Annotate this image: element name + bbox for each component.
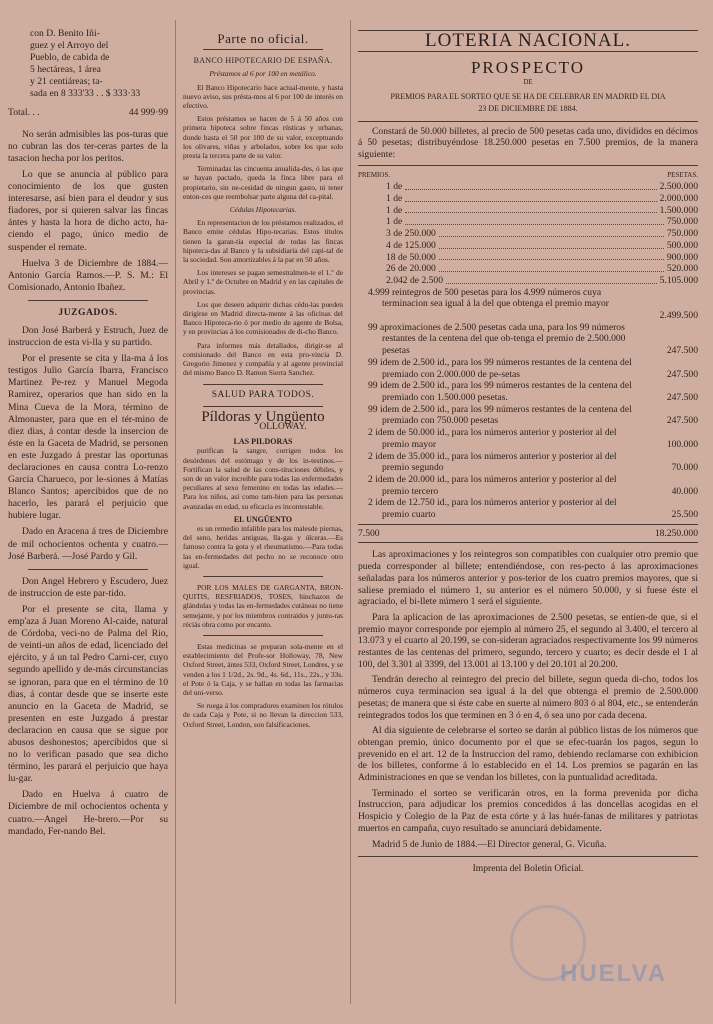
premio-extra-amount: 247.500 (666, 345, 698, 357)
loteria-paragraphs (358, 549, 698, 850)
sorteo-subtitle: PREMIOS PARA EL SORTEO QUE SE HA DE CELEBRAR EN MADRID EL DIA (390, 92, 666, 102)
holloway-address-text: Estas medicinas se preparan sola-mente en el establecimiento del Profe-sor Holloway, 78, New Oxford Street, ántes 533, Oxford Street, Londres, y se venden a los 1 1/2d., 2s. 9d., 4s. 6d., 11s., 22s., y 33s. el Pote ó la Caja, y se hallan en todas las farmacias del uni-verso. (183, 641, 343, 697)
premio-extra-label: 2 idem de 12.750 id., para los números anterior y posterior al del premio cuarto (368, 497, 617, 521)
premio-extra-row (358, 497, 698, 520)
stamp-watermark: HUELVA (560, 960, 668, 987)
section-heading-parte-no-oficial: Parte no oficial. (217, 31, 309, 46)
pesetas-header-label: PESETAS. (667, 170, 698, 179)
pildoras-heading: Píldoras y Ungüento (201, 408, 325, 425)
court-notice-2 (8, 576, 168, 838)
paragraph: En representacion de los préstamos realizados, el Banco emite cédulas Hipo-tecarias. Estos títulos tienen la garan-tía especial de todas las fincas hipoteca-das al Banco y la subsidiaria del capi-tal de la sociedad. Son amortizables á la par en 50 años. (183, 218, 343, 265)
paragraph: Estos préstamos se hacen de 5 á 50 años con primera hipoteca sobre fincas rústicas y urbanas, donde hasta el 50 por 100 de su valor, exceptuando los olivares, viñas y arbolados, sobre los que solo presta la tercera parte de su valor. (183, 114, 343, 161)
imprenta-footer: Imprenta del Boletin Oficial. (472, 863, 584, 875)
premio-row (358, 193, 698, 205)
listing-line: 5 hectáreas, 1 área (30, 64, 101, 76)
premios-header (358, 170, 698, 182)
section-heading-juzgados: JUZGADOS. (58, 306, 118, 318)
premio-extra-label: 99 idem de 2.500 id., para los 99 números restantes de la centena del premiado con 1.500.000 pesetas. (368, 380, 632, 403)
premio-amount: 750.000 (666, 216, 698, 228)
cedulas-subheading: Cédulas Hipotecarias. (229, 205, 297, 215)
listing-line: y 21 centiáreas; ta- (30, 76, 103, 88)
paragraph: Huelva 3 de Diciembre de 1884.—Antonio García Ramos.—P. S. M.: El Comisionado, Antonio Ibañez. (8, 257, 168, 293)
paragraph: Don José Barberá y Estruch, Juez de instruccion de esta vi-lla y su partido. (8, 324, 168, 349)
premio-label: 26 de 20.000 (386, 263, 436, 275)
premio-row (358, 216, 698, 228)
premio-row (358, 228, 698, 240)
paragraph: Por el presente se cita, llama y emp'aza á Juan Moreno Al-caide, natural de Córdoba, veci-no de Palma del Rio, de veinti-un años de edad, licenciado del ejército, y á un tal Pedro Carni-cer, cuyo segundo apellido y de-más circunstancias se ignoran, para que en el término de 10 dias, á contar desde que se inserte este anuncio en la Gaceta de Madrid, se presenten en este Juzgado á prestar declaracion en causa que se sigue por abusos deshonestos; apercibidos que si no lo verifican pasado que sea dicho término, les parará el perjuicio que haya lu-gar. (8, 603, 168, 785)
garganta-text: POR LOS MALES DE GARGANTA, BRON-QUITIS, RESFRIADOS, TOSES, hinchazon de glándulas y todas las en-fermedades cutáneas no tiene semejante, y por los miembros contraidos y juntu-ras réciás obra como por encanto. (183, 582, 343, 629)
premio-extra-label: 4.999 reintegros de 500 pesetas para los 4.999 números cuya terminacion sea igual á la del que obtenga el premio mayor (368, 286, 609, 310)
listing-line: guez y el Arroyo del (30, 40, 109, 52)
premio-extra-label: 2 idem de 50.000 id., para los números anterior y posterior al del premio mayor (368, 427, 617, 450)
column-left (8, 28, 168, 842)
holloway-heading: OLLOWAY. (259, 421, 307, 432)
column-middle (183, 28, 343, 733)
paragraph: No serán admisibles las pos-turas que no cubran las dos ter-ceras partes de la tasacion hecha por los peritos. (8, 128, 168, 164)
paragraph: Por el presente se cita y lla-ma á los testigos Julio García Ibarra, Francisco Martinez Pe-rez y Manuel Megoda Ramirez, operarios que han sido en la Mina Cueva de la Mora, término de Almonaster, para que en el tér-mino de diez dias, á contar desde la insercion de éste en la Gaceta de Madrid, se personen en este Juzgado á prestar las oportunas declaraciones en causa contra Lo-renzo García Charueco, por le-siones á Matías Blanco Santos; apercibidos que de no hacerlo, les parará el perjuicio que hubiere lugar. (8, 353, 168, 522)
premio-amount: 2.500.000 (659, 181, 698, 193)
warning-text: Se ruega á los compradores examinen los rótulos de cada Caja y Pote, si no llevan la direccion 533, Oxford Street, London, son falsificaciones. (183, 701, 343, 729)
premios-total (358, 528, 698, 540)
premios-header-label: PREMIOS. (358, 170, 391, 179)
premio-extra-amount: 70.000 (671, 462, 698, 474)
premio-label: 4 de 125.000 (386, 239, 436, 251)
prospecto-heading: PROSPECTO (470, 57, 586, 77)
premio-extra-row (358, 451, 698, 474)
premio-label: 1 de (386, 204, 403, 216)
premio-label: 18 de 50.000 (386, 251, 436, 263)
premios-extra-table (358, 287, 698, 521)
premio-extra-amount: 247.500 (666, 415, 698, 427)
column-divider (175, 20, 176, 1004)
premios-total-amount: 18.250.000 (654, 527, 698, 539)
column-right (358, 28, 698, 875)
premio-extra-row (358, 427, 698, 450)
total-label: Total. . . (8, 106, 40, 118)
premio-amount: 1.500.000 (659, 204, 698, 216)
premios-total-count: 7.500 (358, 527, 380, 539)
premio-extra-row (358, 474, 698, 497)
premio-extra-row (358, 404, 698, 427)
premio-extra-amount: 100.000 (666, 438, 698, 450)
premio-extra-label: 99 aproximaciones de 2.500 pesetas cada una, para los 99 números restantes de la centena del que ob-tenga el premio de 2.500.000 pesetas (368, 321, 626, 357)
court-notice-1 (8, 325, 168, 563)
premio-extra-amount: 247.500 (666, 368, 698, 380)
paragraph: Para informes más detallados, dirigir-se al comisionado del Banco en esta pro-vincia D. Gregorio Jimenez y compañía y al agente provincial del mismo Banco D. Ramon Sierra Sanchez. (183, 340, 343, 378)
premio-extra-label: 2 idem de 35.000 id., para los números anterior y posterior al del premio segundo (368, 450, 617, 474)
cedulas-paragraphs (183, 218, 343, 377)
de-label: DE (523, 78, 533, 87)
paragraph: Los que deseen adquirir dichas cédu-las pueden dirigirse en Madrid directa-mente á las oficinas del Banco Hipoteca-rio ó por medio de agente de Bolsa, y en provincias á los comisionados de di-cho Banco. (183, 299, 343, 337)
listing-line: Pueblo, de cabida de (30, 52, 110, 64)
premio-extra-row (358, 287, 698, 310)
bank-heading: BANCO HIPOTECARIO DE ESPAÑA. (193, 56, 333, 66)
premio-extra-label: 2 idem de 20.000 id., para los números anterior y posterior al del premio tercero (368, 473, 617, 497)
paragraph: El Banco Hipotecario hace actual-mente, y hasta nuevo aviso, sus présta-mos al 6 por 100 de interés en efectivo. (183, 82, 343, 111)
prestamos-subheading: Préstamos al 6 por 100 en metálico. (209, 69, 317, 79)
premio-amount: 520.000 (666, 263, 698, 275)
premio-row (358, 240, 698, 252)
paragraph: Terminado el sorteo se verificarán otros, en la forma prevenida por dicha Instruccion, para adjudicar los premios concedidos á las doncellas acogidas en el Hospicio y Colegio de la Paz de esta córte y á las huér-fanas de militares y patriotas muertos en campaña, cuyo resultado se anunciará debidamente. (358, 787, 698, 834)
premio-extra-label: 99 idem de 2.500 id., para los 99 números restantes de la centena del premiado con 750.000 pesetas (368, 403, 632, 427)
premio-row (358, 275, 698, 287)
premio-extra-amount: 40.000 (671, 485, 698, 497)
las-pildoras-label: LAS PILDORAS (233, 437, 293, 447)
paragraph: Tendrán derecho al reintegro del precio del billete, segun queda di-cho, todos los números cuya terminacion sea igual á la del que obtenga el premio de 2.500.000 pesetas; de manera que si éste cabe en suerte al número 803 ó al 804, etc., se entenderán reintegrados todos los que terminen en 3 ó en 4, ó sea uno por cada decena. (358, 674, 698, 721)
el-unguento-label: EL UNGÜENTO (233, 514, 293, 524)
paragraph: Madrid 5 de Junio de 1884.—El Director general, G. Vicuña. (372, 838, 607, 850)
premio-label: 1 de (386, 181, 403, 193)
premio-extra-row (358, 357, 698, 380)
listing-line: sada en 8 333'33 . . $ 333·33 (30, 88, 141, 100)
premio-amount: 900.000 (666, 251, 698, 263)
premio-extra-amount: 247.500 (666, 391, 698, 403)
premio-row (358, 263, 698, 275)
premio-extra-row (358, 322, 698, 357)
premio-row (358, 205, 698, 217)
paragraph: Los intereses se pagan semestralmen-te el 1.º de Abril y 1.º de Octubre en Madrid y en las capitales de provincias. (183, 268, 343, 296)
paragraph: Al dia siguiente de celebrarse el sorteo se darán al público listas de los números que obtengan premio, único documento por el que se efec-tuarán los pagos, segun lo prevenido en el art. 12 de la Instruccion del ramo, debiendo reclamarse con exhibicion de los billetes, conforme á lo establecido en el 14. Los premios se pagarán en las Administraciones en que se vendan los billetes, con la puntualidad acreditada. (358, 725, 698, 784)
premio-row (358, 181, 698, 193)
auction-notice (8, 129, 168, 294)
paragraph: Don Angel Hebrero y Escudero, Juez de instruccion de este par-tido. (8, 575, 168, 599)
total-row (8, 107, 168, 119)
premio-label: 1 de (386, 193, 403, 205)
paragraph: Terminadas las cincuenta anualida-des, ó las que se hayan pactado, queda la finca libre para el propietario, sin ne-cesidad de ningun gasto, ni tener enton-ces que reembolsar parte alguna del ca-pital. (183, 164, 343, 201)
loteria-title: LOTERIA NACIONAL. (425, 30, 631, 51)
premios-table (358, 181, 698, 286)
premio-label: 2.042 de 2.500 (386, 274, 444, 286)
paragraph: Las aproximaciones y los reintegros son compatibles con cualquier otro premio que pueda corresponder al billete; entendiéndose, con res-pecto á las aproximaciones señaladas para los números anterior y pos-terior de los cuatro premios mayores, que si saliese premiado el número 1, su anterior es el número 50.000, y si fuese éste el agraciado, el bi-llete número 1 será el siguiente. (358, 549, 698, 608)
premio-label: 3 de 250.000 (386, 228, 436, 240)
salud-heading: SALUD PARA TODOS. (211, 389, 315, 400)
paragraph: Dado en Aracena á tres de Diciembre de mil ochocientos ochenta y cuatro.—José Barberá. —José Pardo y Gil. (8, 526, 168, 562)
premio-amount: 750.000 (666, 228, 698, 240)
property-listing (8, 28, 168, 101)
premio-row (358, 252, 698, 264)
premio-amount: 5.105.000 (659, 274, 698, 286)
paragraph: Dado en Huelva á cuatro de Diciembre de mil ochocientos ochenta y cuatro.—Angel He-brero.—Por su mandado, Fer-nando Bel. (8, 789, 168, 837)
sorteo-date: 23 DE DICIEMBRE DE 1884. (478, 103, 578, 113)
column-divider (350, 20, 351, 1004)
intro-text: Constará de 50.000 billetes, al precio de 500 pesetas cada uno, divididos en décimos á 50 pesetas; distribuyéndose 18.250.000 pesetas en 7.500 premios, de la manera siguiente: (358, 125, 698, 160)
premio-amount: 2.000.000 (659, 193, 698, 205)
pildoras-text: purifican la sangre, corrigen todos los desórdenes del estómago y de los in-testinos.—Fortifican la salud de las cons-tituciones débiles, y son de un valor increíble para todas las enfermedades peculiares al sexo femenino en todas las edades.—Para los niños, así como tam-bien para las personas avanzadas en edad, su eficacia es incontestable. (183, 446, 343, 511)
total-value: 44 999·99 (128, 106, 168, 118)
premio-extra-row (358, 310, 698, 322)
bank-paragraphs (183, 83, 343, 201)
premio-extra-amount: 2.499.500 (659, 310, 698, 322)
paragraph: Para la aplicacion de las aproximaciones de 2.500 pesetas, se entien-de que, si el premio mayor corresponde por ejemplo al número 25, el segundo al 3.400, el tercero al 13.073 y el cuarto al 20.199, se con-sideran agraciados respectivamente los 99 números restantes de las centenas del primero, segundo, tercero y cuarto; es decir desde el 1 al 100, del 3.301 al 3399, del 13.001 al 13.100 y del 20.101 al 20.200. (358, 611, 698, 670)
unguento-text: es un remedio infalible para los malesde piernas, del seno, heridas antiguas, lla-gas y úlceras.—Es famoso contra la gota y el rheumatismo.—Para todas las en-fermedades del pecho no se reconoce otro igual. (183, 523, 343, 570)
premio-amount: 500.000 (666, 239, 698, 251)
premio-extra-row (358, 380, 698, 403)
premio-extra-label: 99 idem de 2.500 id., para los 99 números restantes de la centena del premiado con 2.000.000 de pe-setas (368, 356, 632, 380)
paragraph: Lo que se anuncia al público para conocimiento de los que gusten interesarse, así bien para el deudor y sus fiadores, por si quieren salvar las fincas ántes y hasta la hora de dicho acto, ha-ciendo el pago, único medio de suspender el remate. (8, 168, 168, 253)
listing-line: con D. Benito Iñi- (30, 28, 100, 39)
premio-label: 1 de (386, 216, 403, 228)
premio-extra-amount: 25.500 (671, 509, 698, 521)
